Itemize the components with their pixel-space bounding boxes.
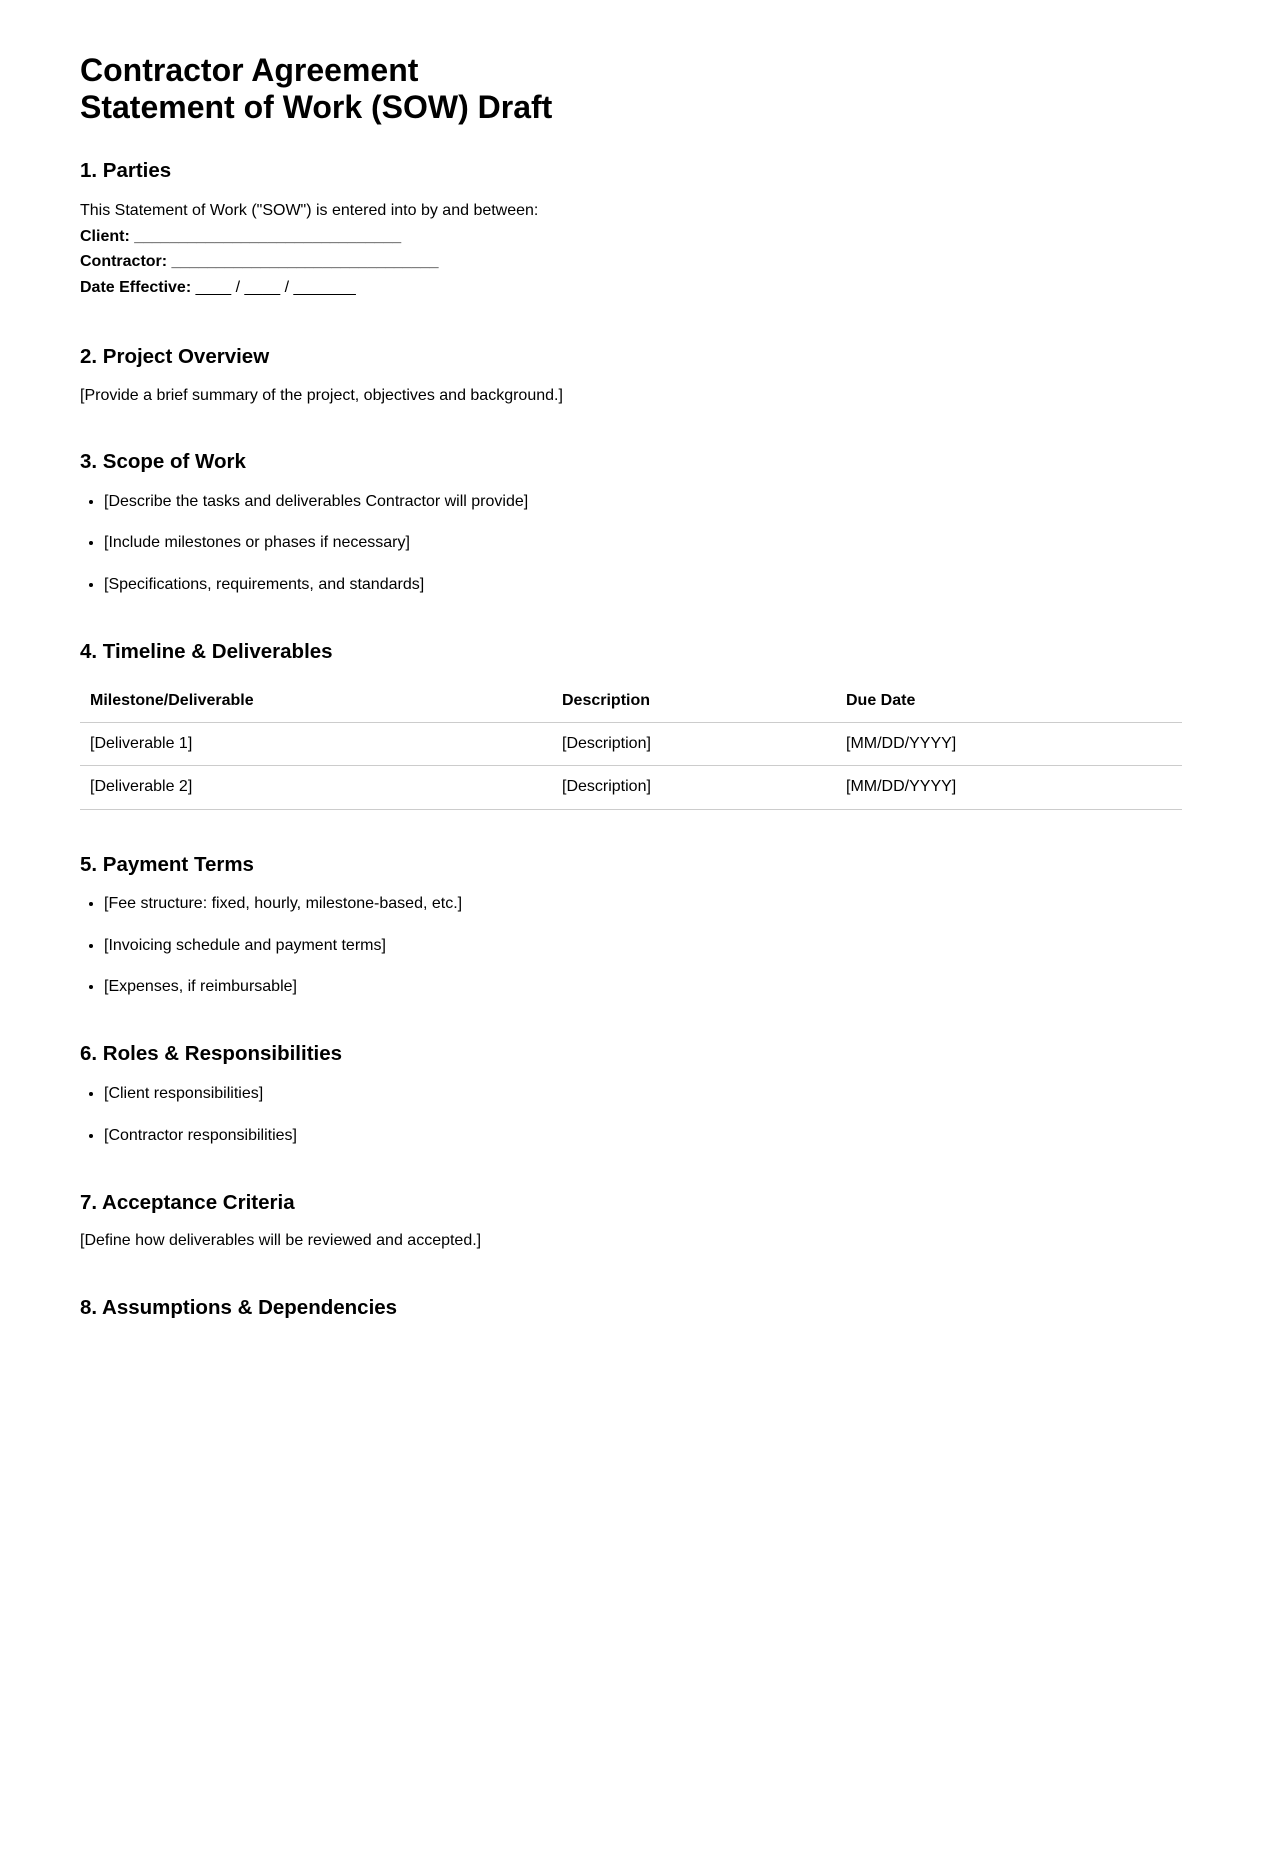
overview-heading: 2. Project Overview: [80, 345, 270, 369]
list-item: • [Contractor responsibilities]: [104, 1124, 1182, 1148]
section-timeline: [80, 639, 1182, 810]
section-scope-of-work: [80, 449, 1182, 597]
title-line-2: Statement of Work (SOW) Draft: [80, 88, 553, 125]
document-title: [80, 52, 1182, 126]
overview-text: [Provide a brief summary of the project, objectives and background.]: [80, 386, 563, 404]
contractor-label: Contractor:: [80, 253, 168, 271]
payment-heading: 5. Payment Terms: [80, 852, 254, 876]
parties-intro: This Statement of Work ("SOW") is entered into by and between:: [80, 202, 539, 220]
list-item: • [Client responsibilities]: [104, 1082, 1182, 1106]
scope-heading: 3. Scope of Work: [80, 450, 246, 474]
table-header-row: [80, 680, 1182, 723]
section-payment-terms: [80, 852, 1182, 1000]
section-parties: [80, 158, 1182, 301]
title-line-1: Contractor Agreement: [80, 52, 419, 88]
date-line: [80, 275, 1182, 301]
column-header-due-date: Due Date: [836, 680, 1182, 723]
table-row: [80, 766, 1182, 809]
cell-deliverable: [Deliverable 2]: [80, 766, 552, 809]
cell-due-date: [MM/DD/YYYY]: [836, 766, 1182, 809]
section-project-overview: [80, 344, 1182, 407]
list-item: • [Specifications, requirements, and standards]: [104, 573, 1182, 597]
client-label: Client:: [80, 227, 130, 245]
scope-list: [80, 490, 1182, 597]
roles-heading: 6. Roles & Responsibilities: [80, 1042, 343, 1066]
list-item: • [Fee structure: fixed, hourly, milestone-based, etc.]: [104, 892, 1182, 916]
section-acceptance: [80, 1190, 1182, 1253]
section-assumptions: [80, 1295, 1182, 1322]
payment-list: [80, 892, 1182, 999]
contractor-blank: ______________________________: [167, 253, 439, 271]
roles-list: [80, 1082, 1182, 1148]
deliverables-table: [80, 680, 1182, 810]
column-header-description: Description: [552, 680, 836, 723]
client-blank: ______________________________: [129, 227, 402, 245]
list-item: • [Describe the tasks and deliverables Contractor will provide]: [104, 490, 1182, 514]
acceptance-text: [Define how deliverables will be reviewed and accepted.]: [80, 1232, 482, 1250]
table-row: [80, 722, 1182, 765]
assumptions-heading: 8. Assumptions & Dependencies: [80, 1295, 398, 1319]
list-item: • [Invoicing schedule and payment terms]: [104, 934, 1182, 958]
parties-heading: 1. Parties: [80, 158, 172, 182]
cell-deliverable: [Deliverable 1]: [80, 722, 552, 765]
date-blank: ____ / ____ / _______: [191, 278, 356, 296]
column-header-milestone: Milestone/Deliverable: [80, 680, 552, 723]
date-label: Date Effective:: [80, 278, 192, 296]
timeline-heading: 4. Timeline & Deliverables: [80, 639, 333, 663]
cell-description: [Description]: [552, 766, 836, 809]
list-item: • [Expenses, if reimbursable]: [104, 975, 1182, 999]
cell-description: [Description]: [552, 722, 836, 765]
client-line: [80, 224, 1182, 250]
acceptance-heading: 7. Acceptance Criteria: [80, 1190, 295, 1214]
list-item: • [Include milestones or phases if necessary]: [104, 531, 1182, 555]
cell-due-date: [MM/DD/YYYY]: [836, 722, 1182, 765]
section-roles: [80, 1041, 1182, 1147]
contractor-line: [80, 249, 1182, 275]
